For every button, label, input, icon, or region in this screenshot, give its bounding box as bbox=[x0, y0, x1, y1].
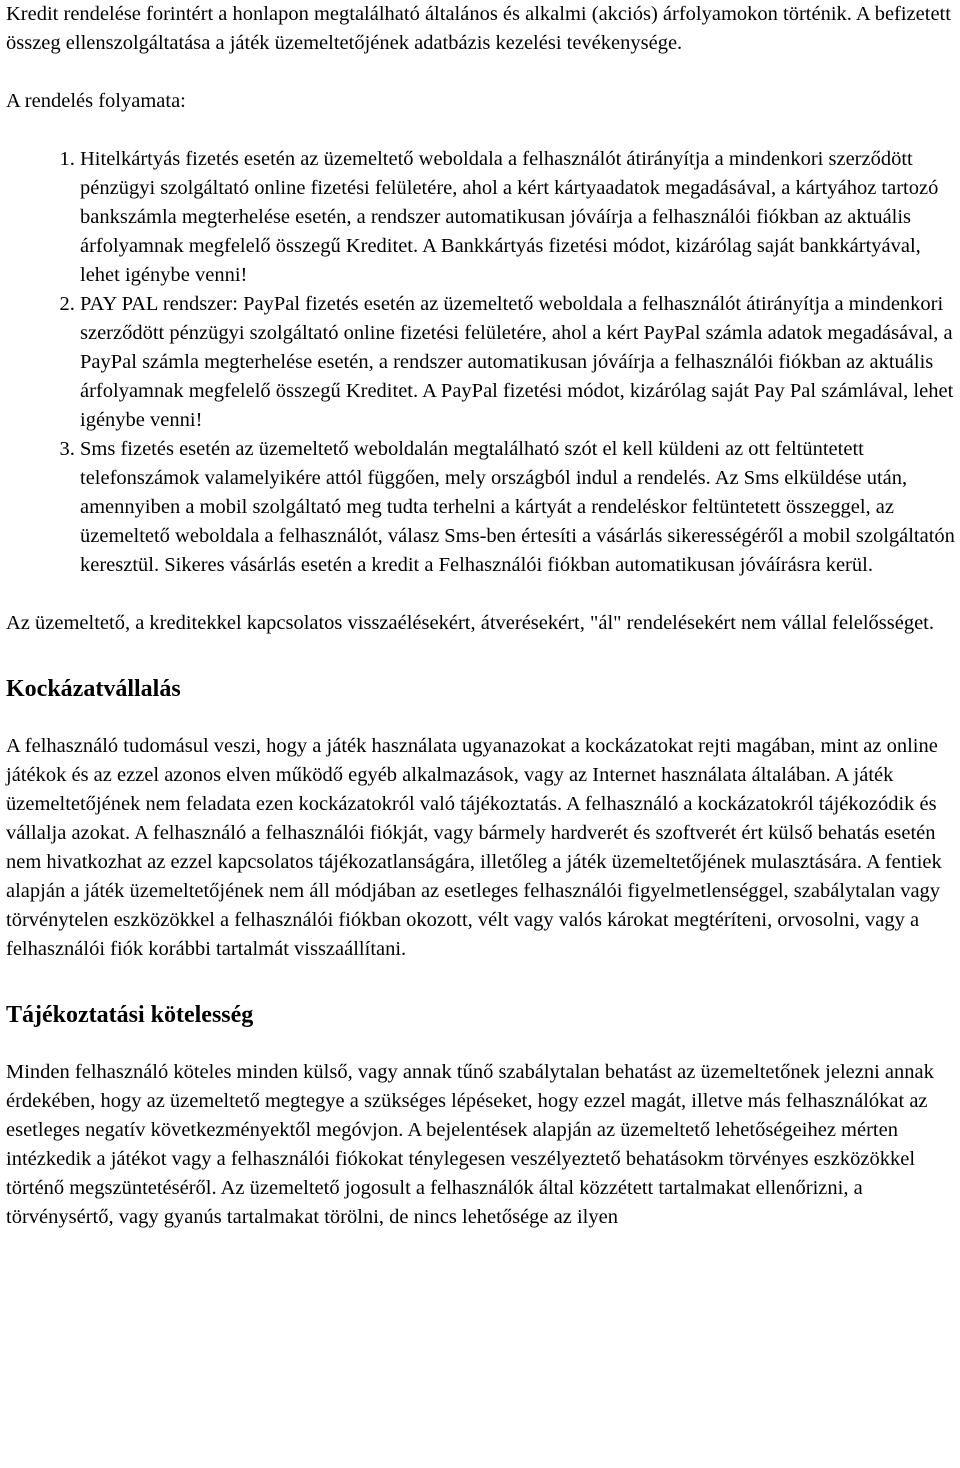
notice-section-title: Tájékoztatási kötelesség bbox=[6, 1002, 254, 1028]
list-item-paypal-payment: 2. PAY PAL rendszer: PayPal fizetés esetén az üzemeltető weboldala a felhasználót átirányítja a mindenkori szerződött pénzügyi szolgáltató online fizetési felületére, ahol a kért PayPal számla adatok megadásával, a PayPal számla megterhelése esetén, a rendszer automatikusan jóváírja a felhasználói fiókban az aktuális árfolyamnak megfelelő összegű Kreditet. A PayPal fizetési módot, kizárólag saját Pay Pal számlával, lehet igénybe venni! bbox=[80, 290, 956, 435]
list-item-card-payment: 1. Hitelkártyás fizetés esetén az üzemeltető weboldala a felhasználót átirányítja a mindenkori szerződött pénzügyi szolgáltató online fizetési felületére, ahol a kért kártyaadatok megadásával, a kártyához tartozó bankszámla megterhelése esetén, a rendszer automatikusan jóváírja a felhasználói fiókban az aktuális árfolyamnak megfelelő összegű Kreditet. A Bankkártyás fizetési módot, kizárólag saját bankkártyával, lehet igénybe venni! bbox=[80, 145, 956, 290]
risk-section-body: A felhasználó tudomásul veszi, hogy a játék használata ugyanazokat a kockázatokat rejti magában, mint az online játékok és az ezzel azonos elven működő egyéb alkalmazások, vagy az Internet használata általában. A játék üzemeltetőjének nem feladata ezen kockázatokról való tájékoztatás. A felhasználó a kockázatokról tájékozódik és vállalja azokat. A felhasználó a felhasználói fiókját, vagy bármely hardverét és szoftverét ért külső behatás esetén nem hivatkozhat az ezzel kapcsolatos tájékozatlanságára, illetőleg a játék üzemeltetőjének mulasztására. A fentiek alapján a játék üzemeltetőjének nem áll módjában az esetleges felhasználói figyelmetlenséggel, szabálytalan vagy törvénytelen eszközökkel a felhasználói fiókban okozott, vélt vagy valós károkat megtéríteni, orvosolni, vagy a felhasználói fiók korábbi tartalmát visszaállítani. bbox=[6, 735, 942, 960]
intro-paragraph: Kredit rendelése forintért a honlapon megtalálható általános és alkalmi (akciós) árfolyamokon történik. A befizetett összeg ellenszolgáltatása a játék üzemeltetőjének adatbázis kezelési tevékenysége. bbox=[6, 3, 951, 54]
list-item-sms-payment: 3. Sms fizetés esetén az üzemeltető weboldalán megtalálható szót el kell küldeni az ott feltüntetett telefonszámok valamelyikére attól függően, mely országból indul a rendelés. Az Sms elküldése után, amennyiben a mobil szolgáltató meg tudta terhelni a kártyát a rendeléskor feltüntetett összeggel, az üzemeltető weboldala a felhasználót, válasz Sms-ben értesíti a vásárlás sikerességéről a mobil szolgáltatón keresztül. Sikeres vásárlás esetén a kredit a Felhasználói fiókban automatikusan jóváírásra kerül. bbox=[80, 435, 956, 580]
liability-disclaimer: Az üzemeltető, a kreditekkel kapcsolatos visszaélésekért, átverésekért, "ál" rendelésekért nem vállal felelősséget. bbox=[6, 612, 935, 634]
document-page bbox=[6, 0, 956, 1232]
process-heading: A rendelés folyamata: bbox=[6, 90, 186, 112]
risk-section-title: Kockázatvállalás bbox=[6, 676, 181, 702]
notice-section-body: Minden felhasználó köteles minden külső, vagy annak tűnő szabálytalan behatást az üzemeltetőnek jelezni annak érdekében, hogy az üzemeltető megtegye a szükséges lépéseket, hogy ezzel magát, illetve más felhasználókat az esetleges negatív következményektől megóvjon. A bejelentések alapján az üzemeltető lehetőségeihez mérten intézkedik a játékot vagy a felhasználói fiókokat ténylegesen veszélyeztető behatásokm törvényes eszközökkel történő megszüntetéséről. Az üzemeltető jogosult a felhasználók által közzétett tartalmakat ellenőrizni, a törvénysértő, vagy gyanús tartalmakat törölni, de nincs lehetősége az ilyen bbox=[6, 1061, 934, 1228]
payment-process-list bbox=[6, 145, 956, 580]
